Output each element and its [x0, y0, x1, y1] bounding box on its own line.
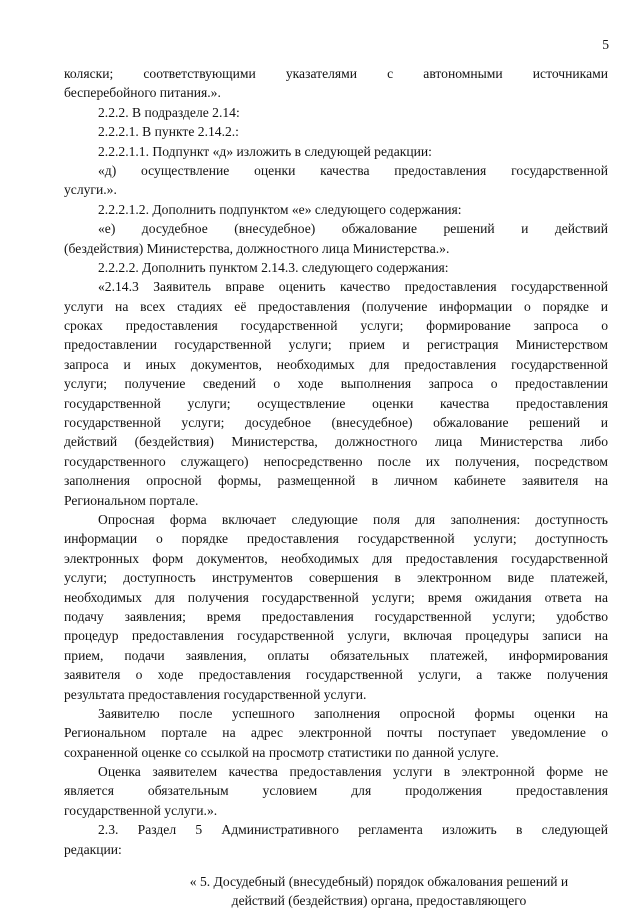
text-line: запроса и иных документов, необходимых для предоставления государственной	[64, 356, 608, 372]
text-line: подачу заявления; время предоставления государственной услуги; удобство	[64, 608, 608, 624]
heading-line: действий (бездействия) органа, предоставляющего	[231, 893, 527, 909]
text-line: редакции:	[64, 841, 122, 857]
text-line: Региональном портале на адрес электронной почты поступает уведомление о	[64, 725, 608, 741]
text-line: результата предоставления государственной услуги.	[64, 686, 367, 702]
paragraph-lines	[64, 64, 608, 859]
text-line: сроках предоставления государственной услуги; формирование запроса о	[64, 318, 608, 334]
text-line: государственной услуги; досудебное (внесудебное) обжалование решений и	[64, 415, 608, 431]
text-line: коляски; соответствующими указателями с автономными источниками	[64, 66, 608, 81]
text-line: услуги; получение сведений о ходе выполнения запроса о предоставлении	[64, 376, 608, 392]
text-line: государственной услуги; осуществление оценки качества предоставления	[64, 395, 608, 411]
text-line: Опросная форма включает следующие поля для заполнения: доступность	[98, 511, 608, 527]
text-line: 2.2.2.1.2. Дополнить подпунктом «е» следующего содержания:	[98, 201, 462, 217]
text-line: «е) досудебное (внесудебное) обжалование решений и действий	[98, 221, 608, 237]
text-line: Оценка заявителем качества предоставления услуги в электронной форме не	[98, 764, 608, 780]
text-line: является обязательным условием для продолжения предоставления	[64, 783, 608, 799]
text-line: 2.2.2.1. В пункте 2.14.2.:	[98, 124, 239, 140]
text-line: информации о порядке предоставления государственной услуги; доступность	[64, 531, 608, 547]
text-line: услуги на всех стадиях её предоставления (получение информации о порядке и	[64, 298, 608, 314]
text-line: заявителя о ходе предоставления государственной услуги, а также получения	[64, 667, 608, 683]
text-line: 2.2.2. В подразделе 2.14:	[98, 104, 240, 120]
text-line: услуги.».	[64, 182, 117, 198]
text-line: 2.2.2.1.1. Подпункт «д» изложить в следующей редакции:	[98, 143, 432, 159]
text-line: Заявителю после успешного заполнения опросной формы оценки на	[98, 705, 608, 721]
text-line: заполнения опросной формы, размещенной в личном кабинете заявителя на	[64, 473, 608, 489]
text-line: услуги; доступность инструментов совершения в электронном виде платежей,	[64, 570, 608, 586]
text-line: процедур предоставления государственной услуги, включая процедуры записи на	[64, 628, 608, 644]
text-line: «д) осуществление оценки качества предоставления государственной	[98, 162, 608, 178]
text-line: прием, подачи заявления, оплаты обязательных платежей, информирования	[64, 647, 608, 663]
document-body	[64, 64, 608, 911]
page-number: 5	[602, 37, 609, 52]
text-line: необходимых для получения государственной услуги; время ожидания ответа на	[64, 589, 608, 605]
text-line: электронных форм документов, необходимых для предоставления государственной	[64, 550, 608, 566]
text-line: предоставлении государственной услуги; прием и регистрация Министерством	[64, 337, 608, 353]
text-line: (бездействия) Министерства, должностного лица Министерства.».	[64, 240, 450, 256]
text-line: Региональном портале.	[64, 492, 199, 508]
text-line: действий (бездействия) Министерства, должностного лица Министерства либо	[64, 434, 608, 450]
text-line: 2.2.2.2. Дополнить пунктом 2.14.3. следующего содержания:	[98, 259, 449, 275]
text-line: государственного служащего) непосредственно после их получения, посредством	[64, 453, 608, 469]
text-line: сохраненной оценке со ссылкой на просмотр статистики по данной услуге.	[64, 744, 499, 760]
text-line: государственной услуги.».	[64, 802, 218, 818]
heading-line: « 5. Досудебный (внесудебный) порядок обжалования решений и	[189, 874, 569, 890]
text-line: «2.14.3 Заявитель вправе оценить качество предоставления государственной	[98, 279, 608, 295]
text-line: 2.3. Раздел 5 Административного регламента изложить в следующей	[98, 822, 608, 838]
text-line: бесперебойного питания.».	[64, 85, 221, 101]
